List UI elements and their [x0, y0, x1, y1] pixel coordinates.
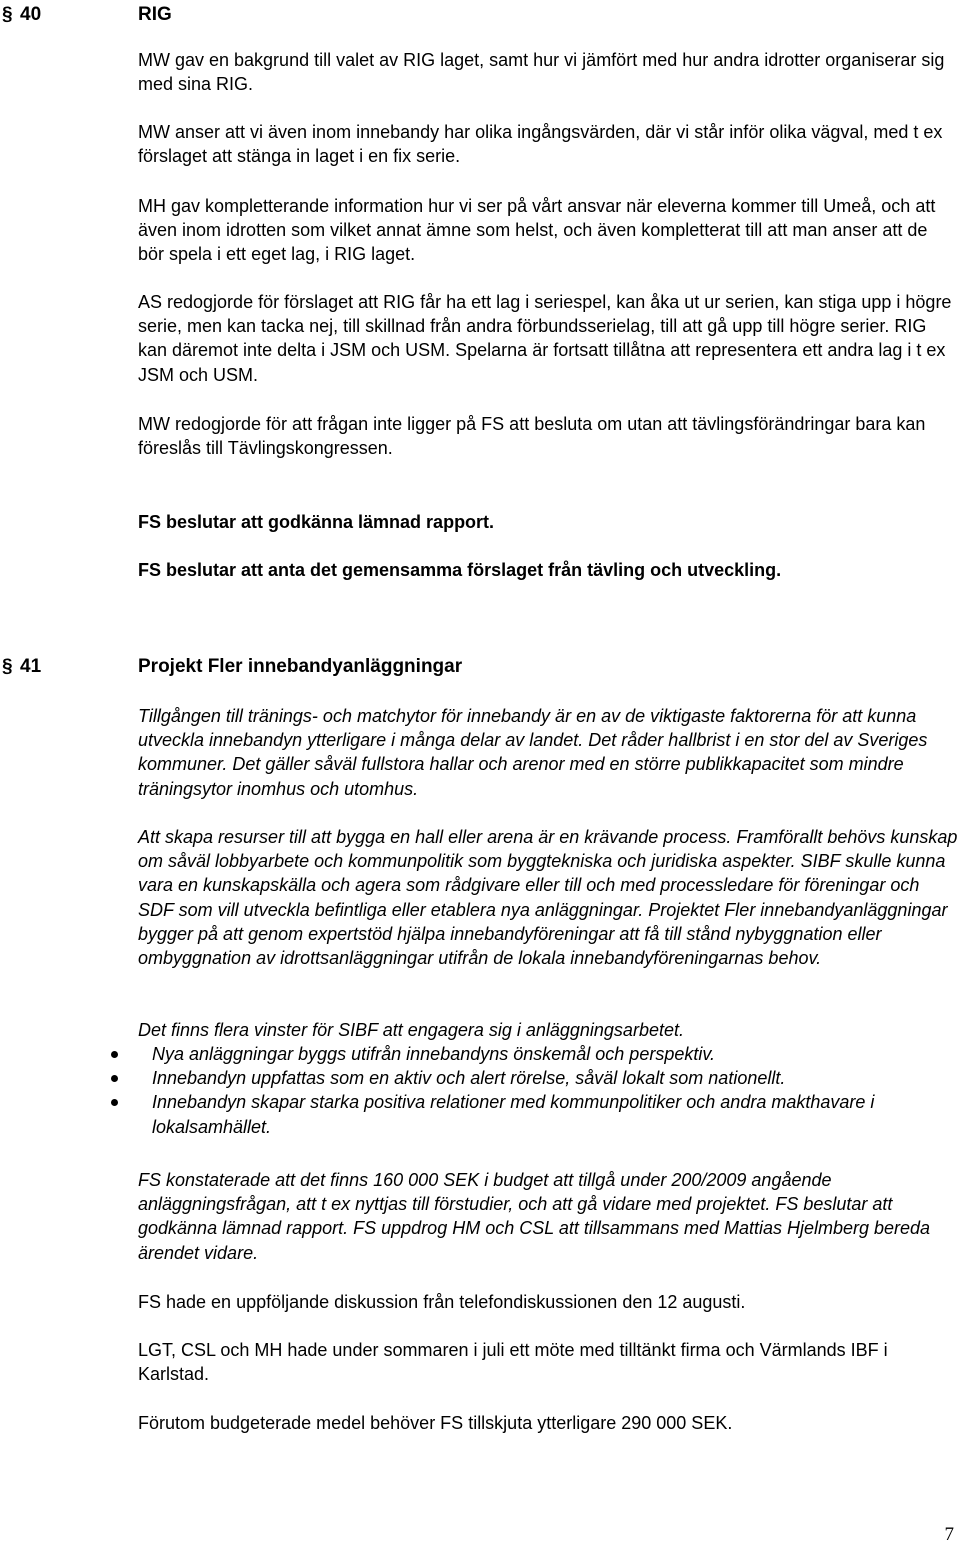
paragraph: FS hade en uppföljande diskussion från telefondiskussionen den 12 augusti. — [138, 1292, 746, 1312]
bullet-icon — [111, 1099, 118, 1106]
paragraph: AS redogjorde för förslaget att RIG får ha ett lag i seriespel, kan åka ut ur serien, kan stiga upp i högre serie, men kan tacka nej, till skillnad från andra förbundsserielag, till att gå upp till högre serier. RIG kan däremot inte delta i JSM och USM. Spelarna är fortsatt tillåtna att representera ett andra lag i t ex JSM och USM. — [138, 292, 952, 385]
paragraph: Att skapa resurser till att bygga en hall eller arena är en krävande process. Framförallt behövs kunskap om såväl lobbyarbete och kommunpolitik som byggtekniska och juridiska aspekter. SIBF skulle kunna vara en kunskapskälla och agera som rådgivare eller till och med processledare för föreningar och SDF som vill utveckla befintliga eller etablera nya anläggningar. Projektet Fler innebandyanläggningar bygger på att genom expertstöd hjälpa innebandyföreningar att få till stånd nybyggnation eller ombyggnation av idrottsanläggningar utifrån de lokala innebandyföreningarnas behov. — [138, 827, 958, 969]
paragraph: MW anser att vi även inom innebandy har olika ingångsvärden, där vi står inför olika vägval, med t ex förslaget att stänga in laget i en fix serie. — [138, 122, 943, 167]
list-item-text: Innebandyn skapar starka positiva relationer med kommunpolitiker och andra makthavare i lokalsamhället. — [152, 1092, 875, 1137]
bullet-icon — [111, 1075, 118, 1082]
paragraph: Det finns flera vinster för SIBF att engagera sig i anläggningsarbetet. — [138, 1020, 684, 1040]
paragraph: MH gav kompletterande information hur vi ser på vårt ansvar när eleverna kommer till Umeå, och att även inom idrotten som vilket annat ämne som helst, och även kompletterat till att man anser att de bör spela i ett eget lag, i RIG laget. — [138, 196, 936, 265]
section-number: 40 — [20, 4, 42, 25]
section-40-heading — [0, 2, 940, 28]
list-item — [106, 1042, 936, 1066]
paragraph: MW gav en bakgrund till valet av RIG laget, samt hur vi jämfört med hur andra idrotter organiserar sig med sina RIG. — [138, 50, 945, 95]
section-41-heading — [0, 654, 940, 680]
paragraph: MW redogjorde för att frågan inte ligger på FS att besluta om utan att tävlingsförändringar bara kan föreslås till Tävlingskongressen. — [138, 414, 926, 459]
bullet-list — [106, 1042, 936, 1139]
section-symbol: § — [2, 656, 13, 677]
paragraph: LGT, CSL och MH hade under sommaren i juli ett möte med tilltänkt firma och Värmlands IBF i Karlstad. — [138, 1340, 888, 1385]
section-number: 41 — [20, 656, 42, 677]
list-item — [106, 1090, 936, 1138]
paragraph: Förutom budgeterade medel behöver FS tillskjuta ytterligare 290 000 SEK. — [138, 1413, 733, 1433]
list-item-text: Innebandyn uppfattas som en aktiv och alert rörelse, såväl lokalt som nationellt. — [152, 1068, 786, 1089]
section-title: RIG — [138, 4, 172, 25]
list-item-text: Nya anläggningar byggs utifrån innebandyns önskemål och perspektiv. — [152, 1044, 716, 1064]
bullet-icon — [111, 1051, 118, 1058]
section-title: Projekt Fler innebandyanläggningar — [138, 656, 463, 677]
paragraph: Tillgången till tränings- och matchytor för innebandy är en av de viktigaste faktorerna för att kunna utveckla innebandyn ytterligare i många delar av landet. Det råder hallbrist i en stor del av Sveriges kommuner. Det gäller såväl fullstora hallar och arenor med en större publikkapacitet som mindre träningsytor inomhus och utomhus. — [138, 706, 928, 799]
section-symbol: § — [2, 4, 13, 25]
decision: FS beslutar att anta det gemensamma förslaget från tävling och utveckling. — [138, 560, 782, 580]
decision: FS beslutar att godkänna lämnad rapport. — [138, 512, 495, 532]
list-item — [106, 1066, 936, 1090]
page-number: 7 — [944, 1524, 954, 1545]
fs-statement: FS konstaterade att det finns 160 000 SEK i budget att tillgå under 200/2009 angående anläggningsfrågan, att t ex nyttjas till förstudier, och att gå vidare med projektet. FS beslutar att godkänna lämnad rapport. FS uppdrog HM och CSL att tillsammans med Mattias Hjelmberg bereda ärendet vidare. — [138, 1170, 931, 1263]
